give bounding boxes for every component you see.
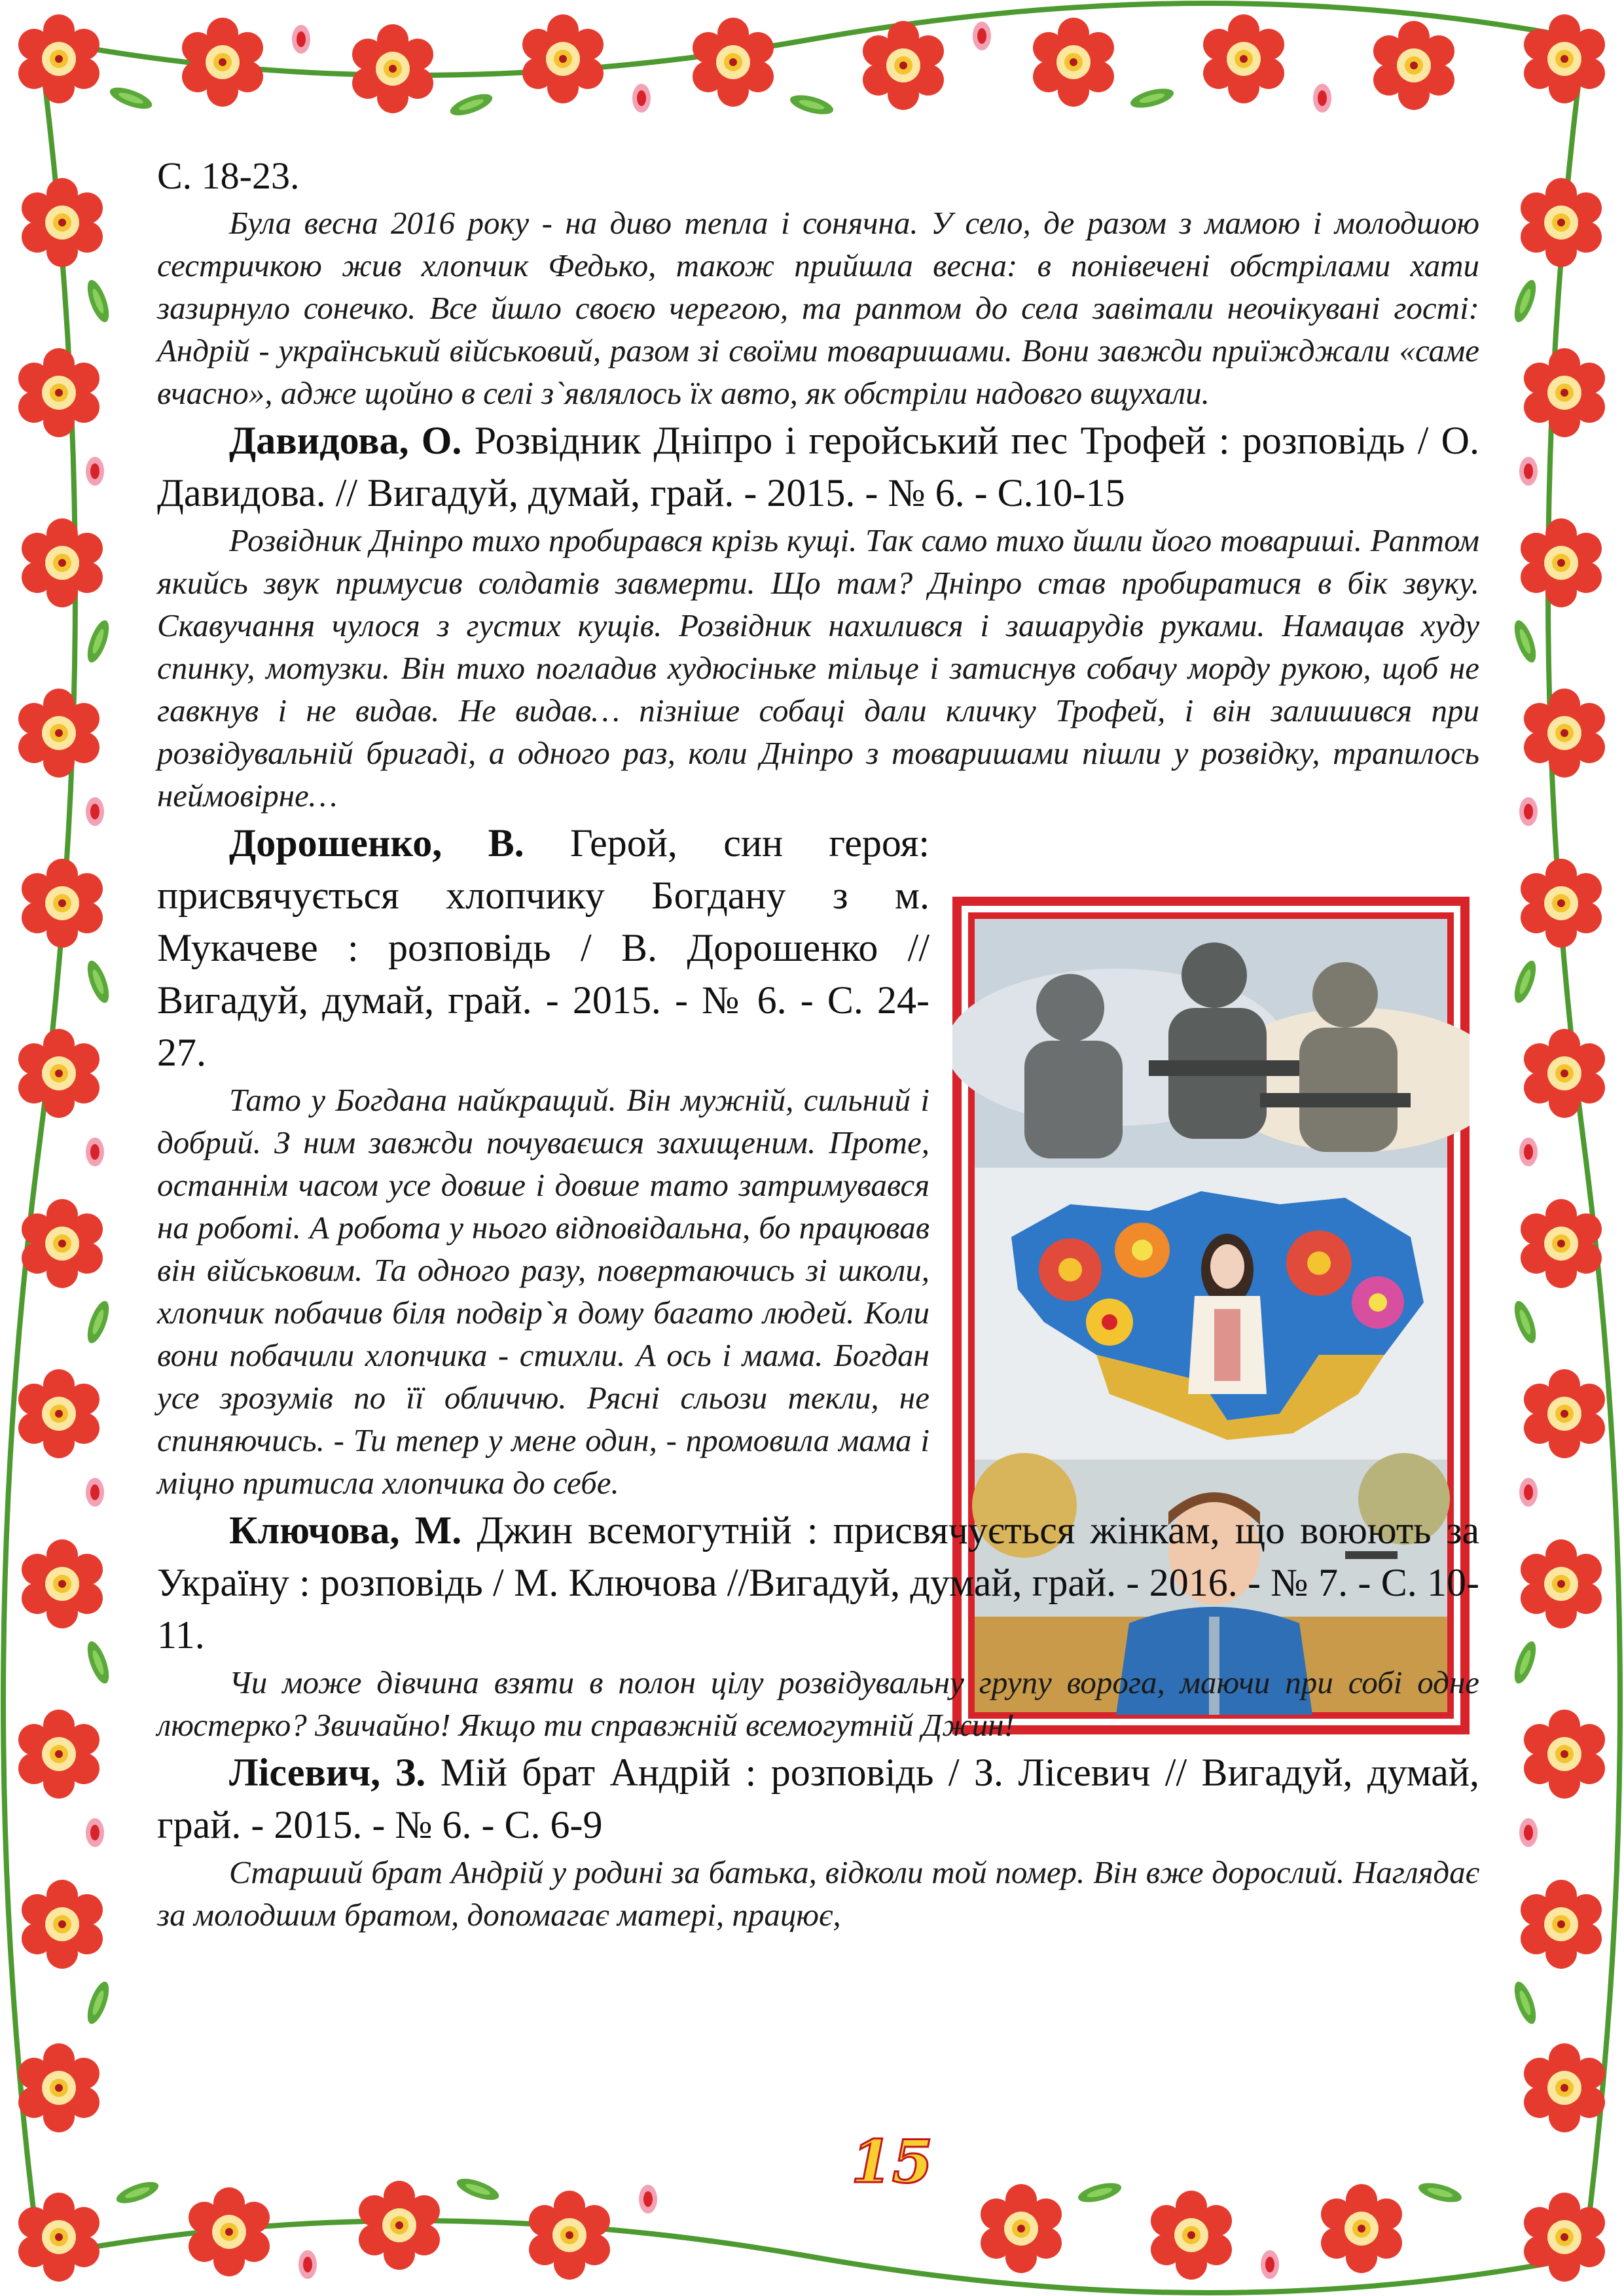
entry-citation: Герой, син героя: присвячується хлопчику Богдану з м. Мукачеве : розповідь / В. Дорошенко // Вигадуй, думай, грай. - 2015. - № 6. - С. 24-27. (157, 821, 929, 1074)
entry-lisevych (157, 1746, 1479, 1851)
entry-davydova (157, 414, 1479, 519)
entry-author: Ключова, М. (229, 1509, 462, 1552)
entry-citation: Мій брат Андрій : розповідь / З. Лісевич // Вигадуй, думай, грай. - 2015. - № 6. - С. 6-9 (157, 1751, 1480, 1846)
page-number: 15 (851, 2127, 933, 2197)
bibliography-text (157, 151, 1479, 1936)
entry-author: Дорошенко, В. (229, 821, 524, 865)
entry-citation: Розвідник Дніпро і геройський пес Трофей : розповідь / О. Давидова. // Вигадуй, думай, грай. - 2015. - № 6. - С.10-15 (157, 419, 1479, 514)
entry-author: Лісевич, З. (229, 1751, 426, 1794)
entry-annotation: Розвідник Дніпро тихо пробирався крізь кущі. Так само тихо йшли його товариші. Раптом якийсь звук примусив солдатів завмерти. Що там? Дніпро став пробиратися в бік звуку. Скавучання чулося з густих кущів. Розвідник нахилився і зашарудів руками. Намацав худу спинку, мотузки. Він тихо погладив худюсіньке тільце і затиснув собачу морду рукою, щоб не гавкнув і не видав. Не видав… пізніше собаці дали кличку Трофей, і він залишився при розвідувальній бригаді, а одного раз, коли Дніпро з товаришами пішли у розвідку, трапилось неймовірне… (157, 522, 1479, 814)
entry-citation: Джин всемогутній : присвячується жінкам, що воюють за Україну : розповідь / М. Ключова //Вигадуй, думай, грай. - 2016. - № 7. - С. 10-11. (157, 1509, 1479, 1657)
entry-author: Давидова, О. (229, 419, 462, 462)
continuation-annotation: Була весна 2016 року - на диво тепла і сонячна. У село, де разом з мамою і молодшою сестричкою жив хлопчик Федько, також прийшла весна: в понівечені обстрілами хати зазирнуло сонечко. Все йшло своєю черегою, та раптом до села завітали неочікувані гості: Андрій - український військовий, разом зі своїми товаришами. Вони завжди приїжджали «саме вчасно», адже щойно в селі з`являлось їх авто, як обстріли надовго вщухали. (157, 205, 1479, 411)
entry-doroshenko-block (157, 817, 929, 1504)
continuation-pages: С. 18-23. (157, 154, 300, 197)
entry-annotation: Чи може дівчина взяти в полон цілу розвідувальну групу ворога, маючи при собі одне люстерко? Звичайно! Якщо ти справжній всемогутній Джин! (157, 1664, 1479, 1743)
entry-kliuchova (157, 1504, 1479, 1661)
entry-doroshenko (157, 817, 929, 1079)
entry-annotation: Старший брат Андрій у родині за батька, відколи той помер. Він вже дорослий. Наглядає за молодшим братом, допомагає матері, працює, (157, 1854, 1479, 1933)
entry-annotation: Тато у Богдана найкращий. Він мужній, сильний і добрий. З ним завжди почуваєшся захищеним. Проте, останнім часом усе довше і довше тато затримувався на роботі. А робота у нього відповідальна, бо працював він військовим. Та одного разу, повертаючись зі школи, хлопчик побачив біля подвір`я дому багато людей. Коли вони побачили хлопчика - стихли. А ось і мама. Богдан усе зрозумів по її обличчю. Рясні сльози текли, не спиняючись. - Ти тепер у мене один, - промовила мама і міцно притисла хлопчика до себе. (157, 1082, 929, 1501)
